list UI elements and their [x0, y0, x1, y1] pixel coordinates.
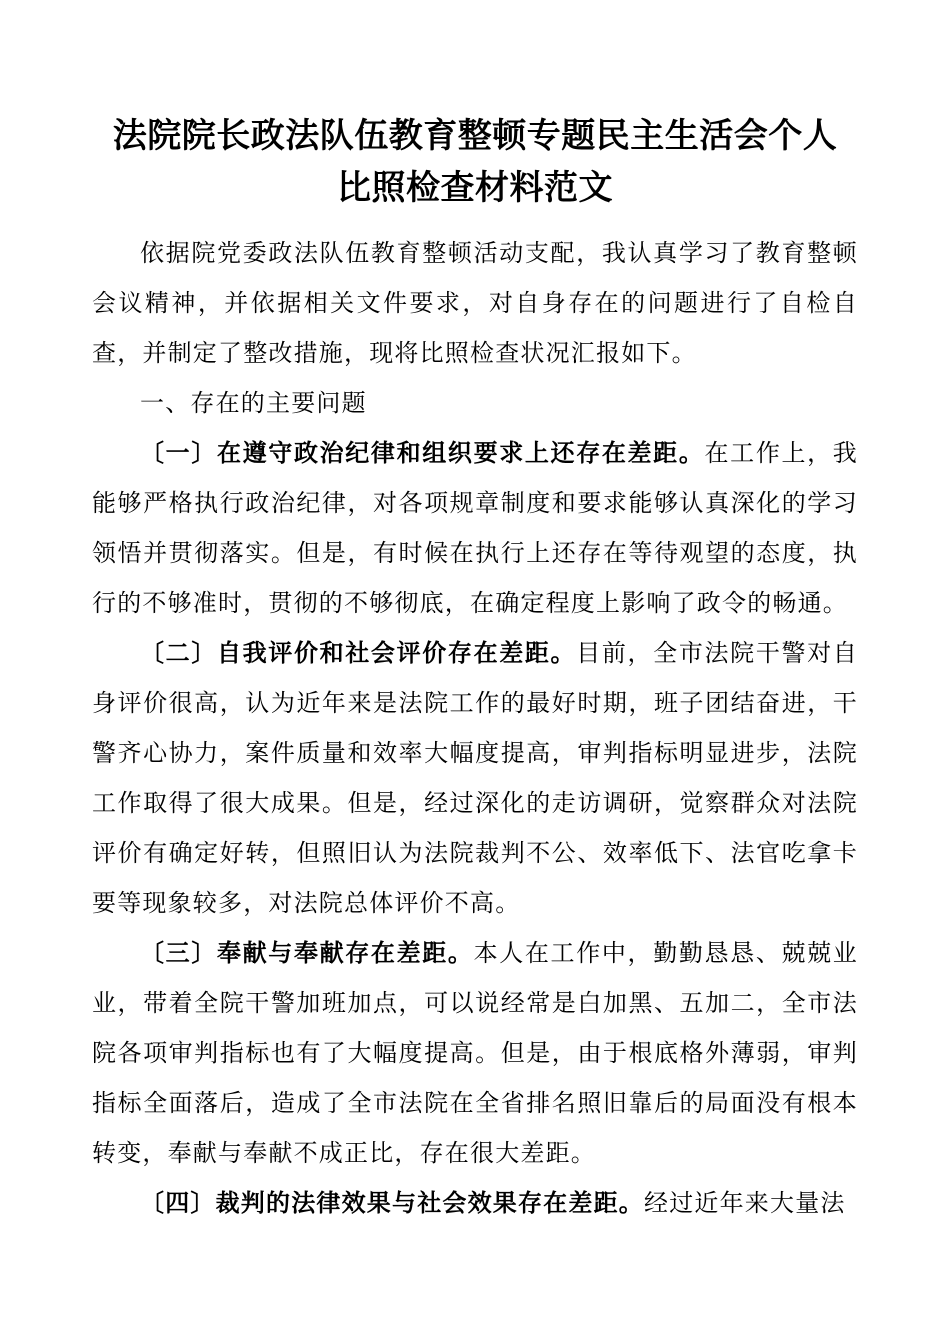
issue-text-3: 本人在工作中，勤勤恳恳、兢兢业业，带着全院干警加班加点，可以说经常是白加黑、五加二，全市法院各项审判指标也有了大幅度提高。但是，由于根底格外薄弱，审判指标全面落后，造成了全市法院在全省排名照旧靠后的局面没有根本转变，奉献与奉献不成正比，存在很大差距。: [92, 939, 859, 1167]
title-line-2: 比照检查材料范文: [337, 168, 613, 208]
issue-lead-1: 〔一〕在遵守政治纪律和组织要求上还存在差距。: [140, 439, 705, 467]
issue-lead-2: 〔二〕自我评价和社会评价存在差距。: [140, 639, 577, 667]
issue-paragraph-4: [92, 1178, 858, 1228]
title-line-1: 法院院长政法队伍教育整顿专题民主生活会个人: [112, 116, 838, 156]
document-body: [92, 228, 858, 1228]
issue-paragraph-2: [92, 628, 858, 928]
intro-paragraph: 依据院党委政法队伍教育整顿活动支配，我认真学习了教育整顿会议精神，并依据相关文件要求，对自身存在的问题进行了自检自查，并制定了整改措施，现将比照检查状况汇报如下。: [92, 239, 858, 367]
issue-paragraph-3: [92, 928, 858, 1178]
issue-lead-3: 〔三〕奉献与奉献存在差距。: [140, 939, 474, 967]
issue-lead-4: 〔四〕裁判的法律效果与社会效果存在差距。: [140, 1189, 644, 1217]
issue-text-2: 目前，全市法院干警对自身评价很高，认为近年来是法院工作的最好时期，班子团结奋进，干警齐心协力，案件质量和效率大幅度提高，审判指标明显进步，法院工作取得了很大成果。但是，经过深化的走访调研，觉察群众对法院评价有确定好转，但照旧认为法院裁判不公、效率低下、法官吃拿卡要等现象较多，对法院总体评价不高。: [92, 639, 858, 917]
section-heading-1: 一、存在的主要问题: [140, 389, 367, 417]
document-title: [92, 110, 858, 214]
issue-text-4: 经过近年来大量法: [644, 1189, 846, 1217]
issue-paragraph-1: [92, 428, 858, 628]
issue-text-1: 在工作上，我能够严格执行政治纪律，对各项规章制度和要求能够认真深化的学习领悟并贯彻落实。但是，有时候在执行上还存在等待观望的态度，执行的不够准时，贯彻的不够彻底，在确定程度上影响了政令的畅通。: [92, 439, 858, 617]
